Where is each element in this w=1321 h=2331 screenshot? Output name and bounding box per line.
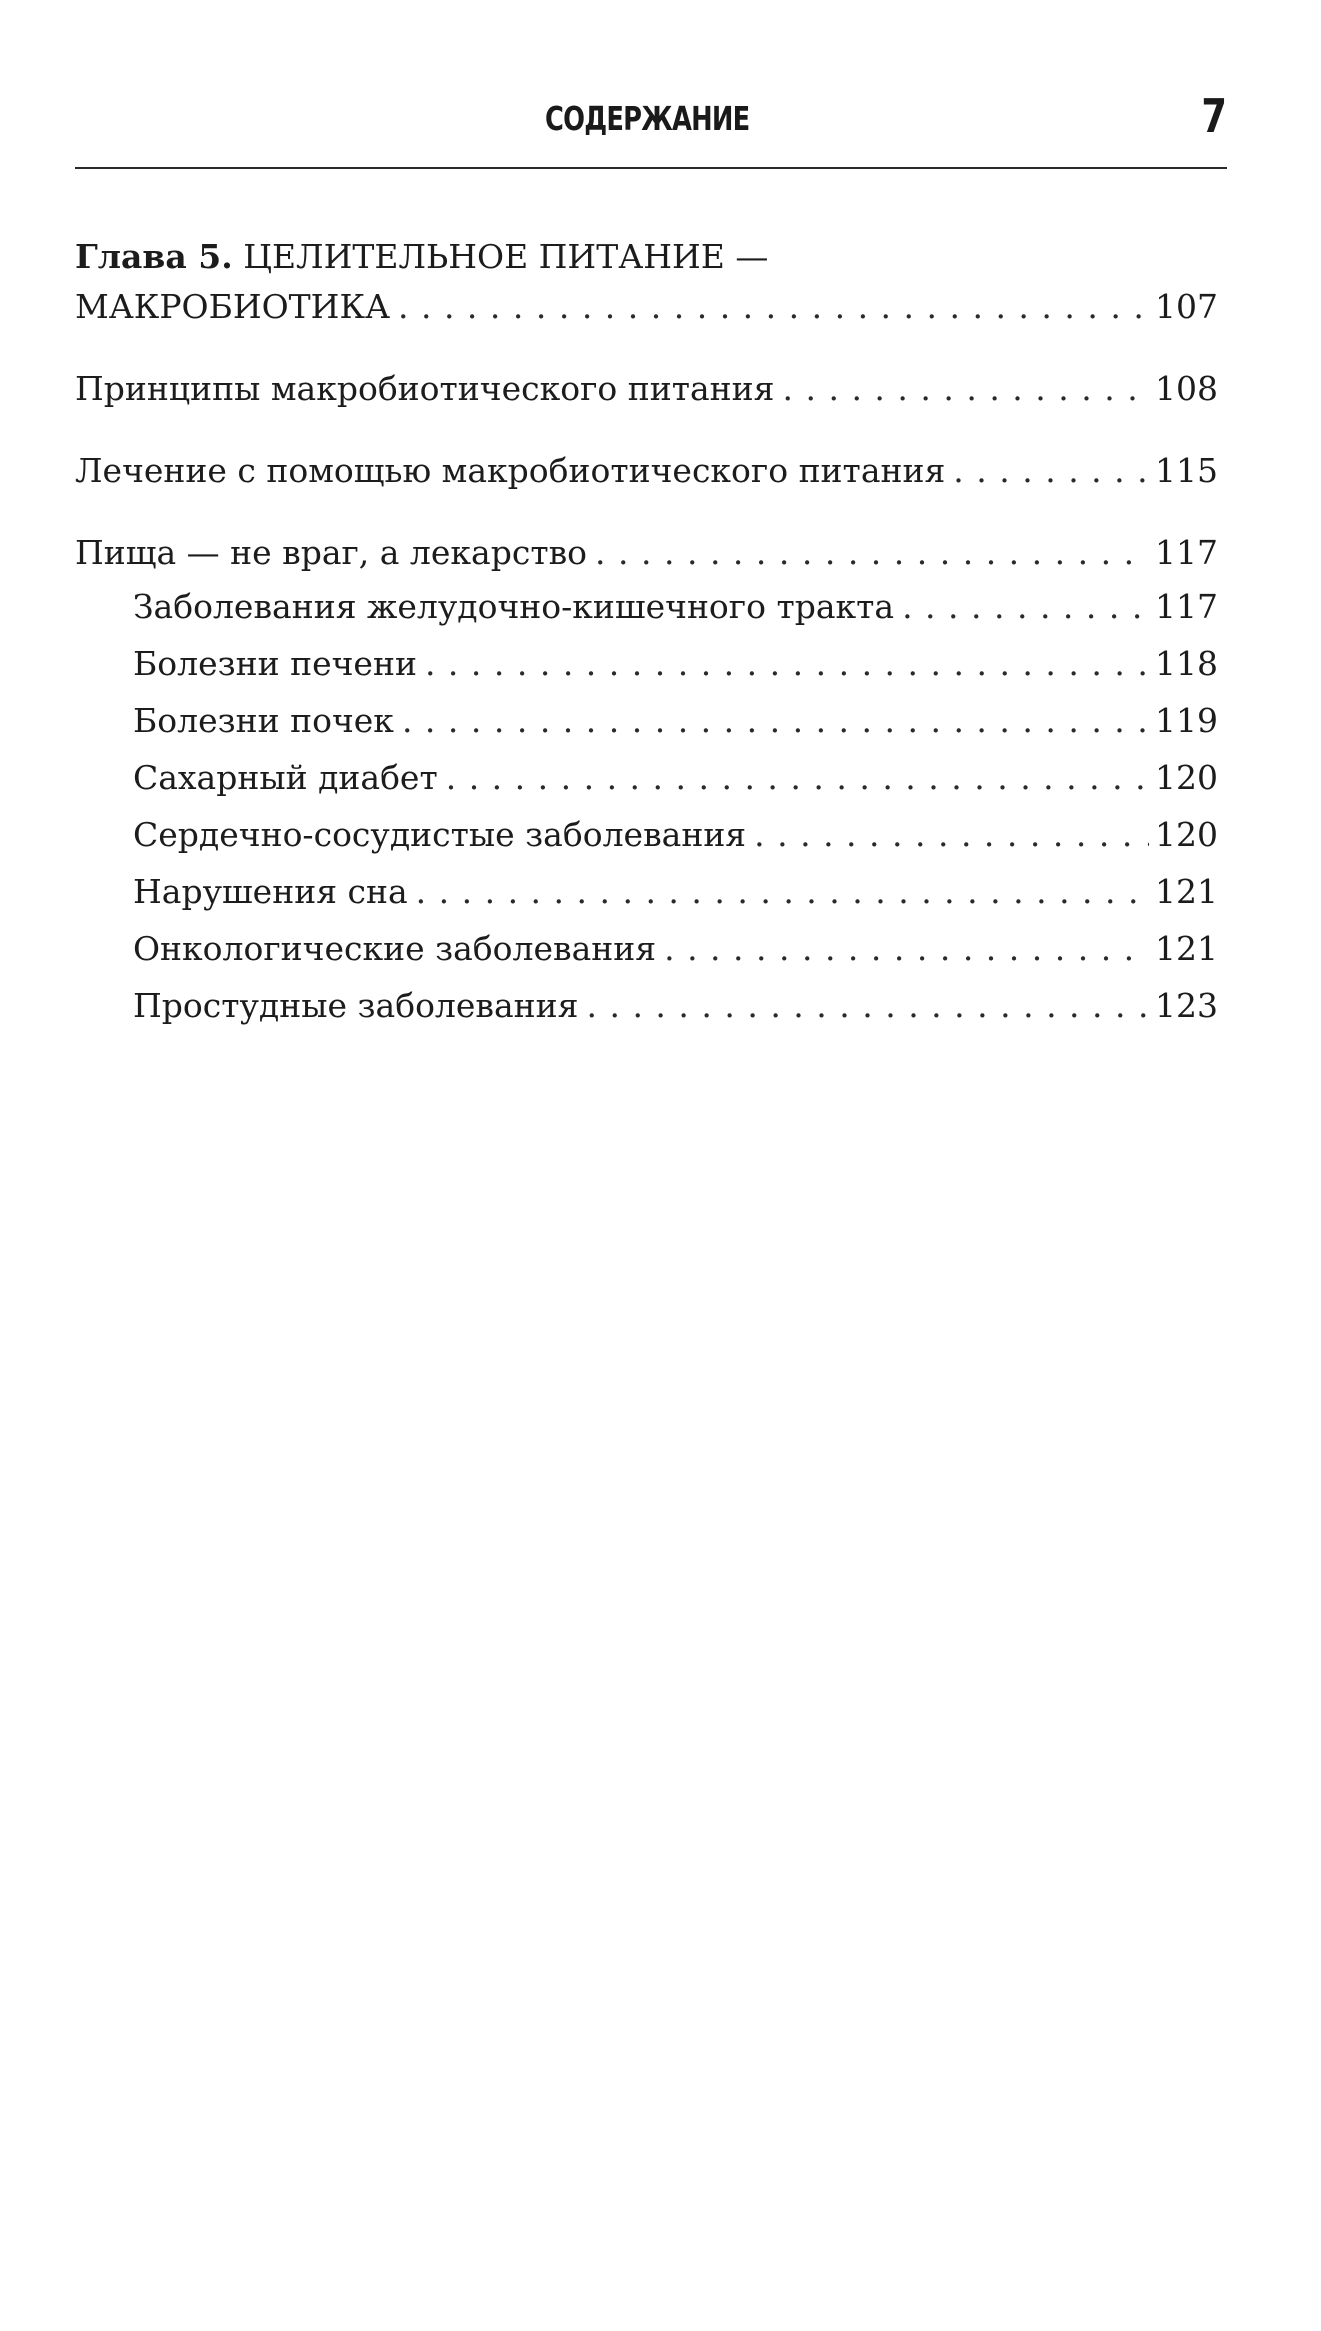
chapter-title-part2: МАКРОБИОТИКА [75, 287, 390, 326]
toc-entry-page: 115 [1155, 451, 1218, 490]
toc-subentry [75, 863, 1218, 920]
dot-leader [783, 364, 1150, 414]
toc-subentry-page: 123 [1155, 986, 1218, 1025]
dot-leader [902, 578, 1149, 635]
dot-leader [664, 920, 1149, 977]
toc-subentry-page: 120 [1155, 758, 1218, 797]
toc-entry-label: Принципы макробиотического питания [75, 369, 775, 408]
toc-entry-page: 108 [1155, 369, 1218, 408]
toc-subentry-page: 118 [1155, 644, 1218, 683]
toc-entry [75, 364, 1218, 414]
toc-subentry [75, 806, 1218, 863]
toc-chapter-entry [75, 232, 1218, 332]
toc-subentry [75, 578, 1218, 635]
dot-leader [953, 446, 1149, 496]
dot-leader [754, 806, 1149, 863]
page-number: 7 [1201, 89, 1227, 143]
running-title: СОДЕРЖАНИЕ [545, 99, 750, 138]
toc-subentry-label: Болезни печени [133, 644, 417, 683]
dot-leader [425, 635, 1149, 692]
toc-subentry [75, 692, 1218, 749]
chapter-title-part1: ЦЕЛИТЕЛЬНОЕ ПИТАНИЕ — [243, 237, 769, 276]
dot-leader [402, 692, 1149, 749]
toc-entry-page: 117 [1155, 533, 1218, 572]
toc-subentry-page: 119 [1155, 701, 1218, 740]
dot-leader [416, 863, 1149, 920]
running-head [75, 89, 1227, 155]
toc-subentry-label: Болезни почек [133, 701, 394, 740]
toc-subentry-label: Простудные заболевания [133, 986, 579, 1025]
toc-subentry [75, 920, 1218, 977]
toc-subentry-label: Сердечно-сосудистые заболевания [133, 815, 747, 854]
toc-subentry-label: Нарушения сна [133, 872, 408, 911]
dot-leader [398, 282, 1149, 332]
toc-subentry-page: 121 [1155, 929, 1218, 968]
toc-entry [75, 528, 1218, 578]
chapter-page: 107 [1155, 287, 1218, 326]
toc-subentry-label: Онкологические заболевания [133, 929, 657, 968]
toc-subentry [75, 635, 1218, 692]
toc-entry-label: Лечение с помощью макробиотического питания [75, 451, 946, 490]
dot-leader [446, 749, 1149, 806]
table-of-contents [75, 232, 1218, 1034]
toc-entry [75, 446, 1218, 496]
toc-subentry [75, 749, 1218, 806]
toc-subentry-page: 121 [1155, 872, 1218, 911]
chapter-prefix: Глава 5. [75, 237, 233, 276]
header-rule [75, 167, 1227, 169]
toc-subentry [75, 977, 1218, 1034]
toc-subentry-page: 120 [1155, 815, 1218, 854]
chapter-title-line2 [75, 282, 1218, 332]
toc-entry-label: Пища — не враг, а лекарство [75, 533, 588, 572]
chapter-title-line1 [75, 232, 1218, 282]
toc-subentry-label: Заболевания желудочно-кишечного тракта [133, 587, 895, 626]
dot-leader [595, 528, 1149, 578]
dot-leader [586, 977, 1149, 1034]
toc-subentry-label: Сахарный диабет [133, 758, 438, 797]
toc-subentry-page: 117 [1155, 587, 1218, 626]
